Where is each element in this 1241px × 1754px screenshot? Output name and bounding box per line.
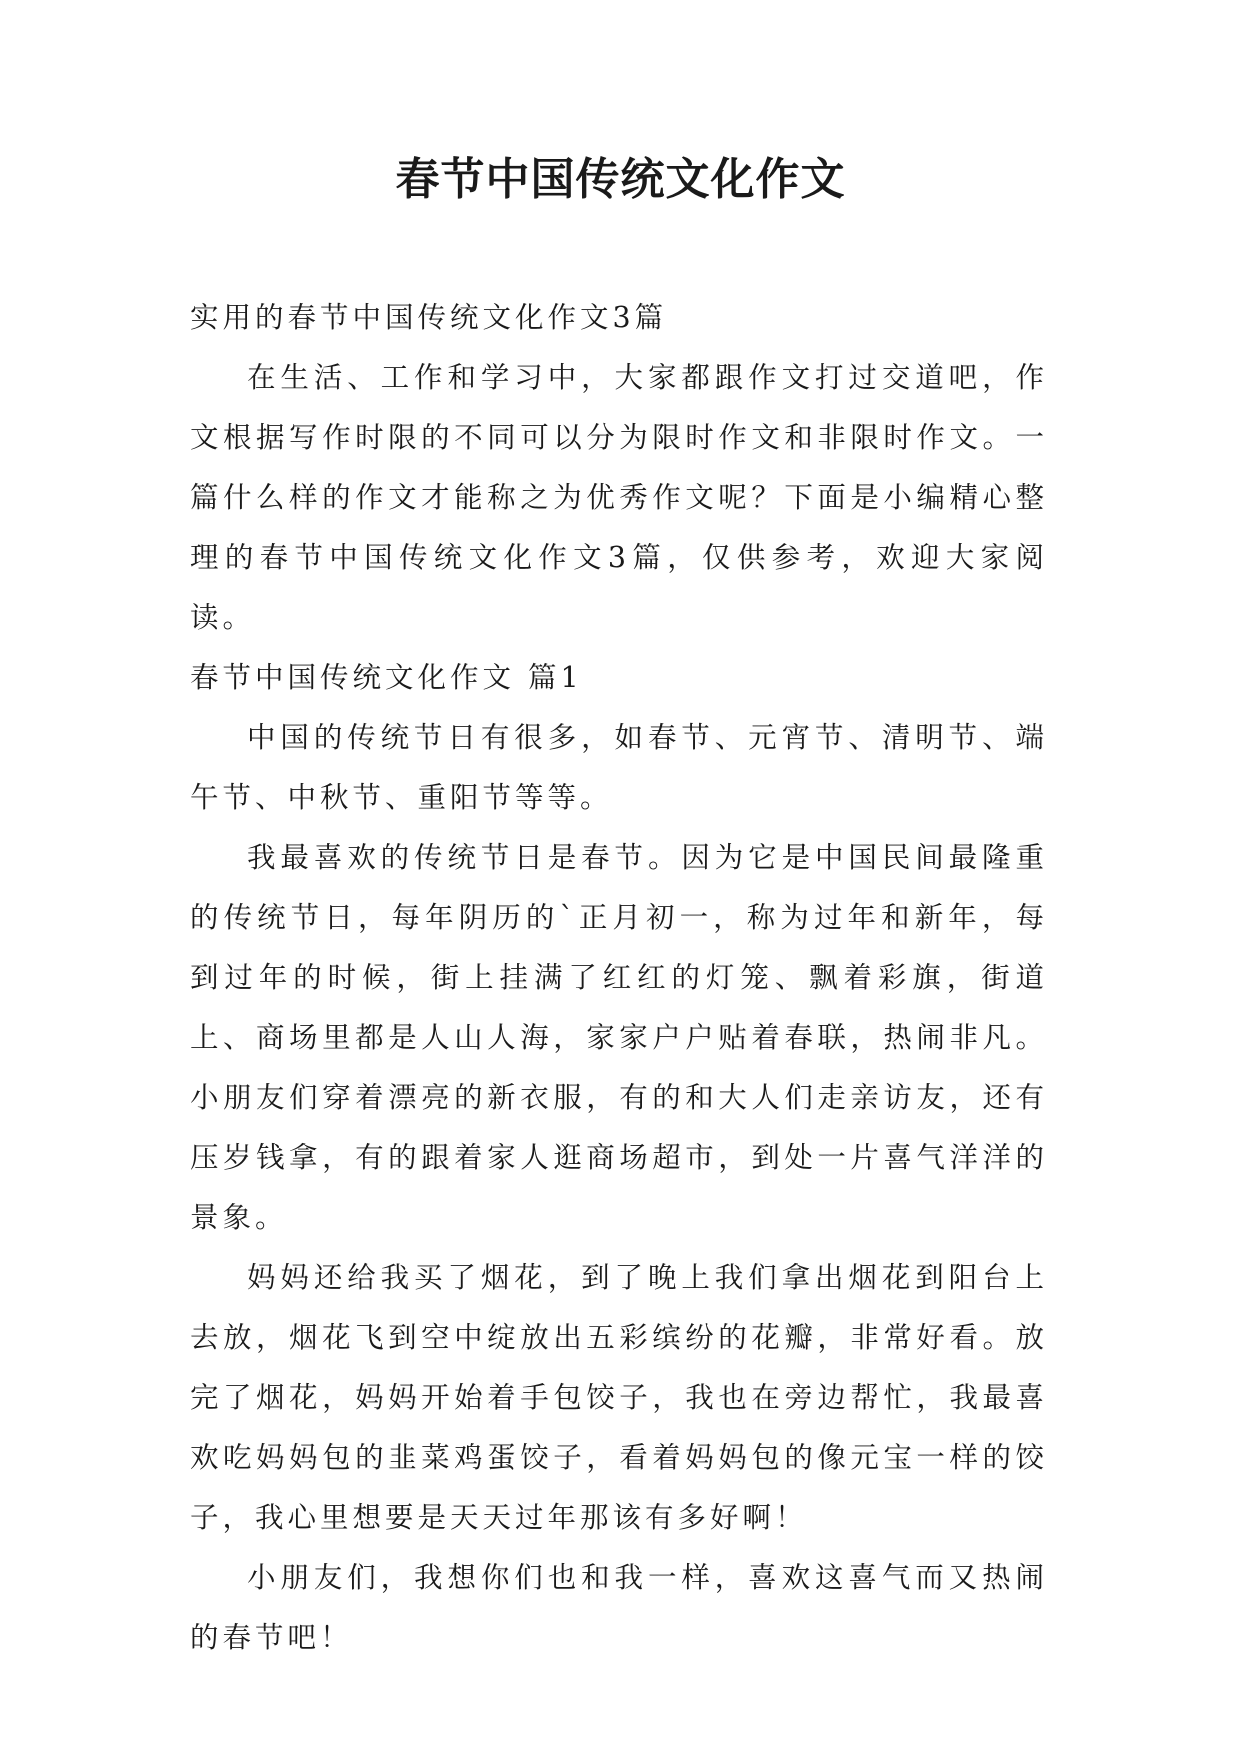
body-paragraph: 小朋友们，我想你们也和我一样，喜欢这喜气而又热闹的春节吧！ [190,1561,1048,1654]
section-heading: 春节中国传统文化作文 篇1 [190,661,583,694]
intro-paragraph: 在生活、工作和学习中，大家都跟作文打过交道吧，作文根据写作时限的不同可以分为限时作文和非限时作文。一篇什么样的作文才能称之为优秀作文呢？下面是小编精心整理的春节中国传统文化作文3篇，仅供参考，欢迎大家阅读。 [190,361,1048,634]
document-subtitle: 实用的春节中国传统文化作文3篇 [190,301,668,334]
document-title: 春节中国传统文化作文 [395,154,846,205]
body-paragraph: 妈妈还给我买了烟花，到了晚上我们拿出烟花到阳台上去放，烟花飞到空中绽放出五彩缤纷的花瓣，非常好看。放完了烟花，妈妈开始着手包饺子，我也在旁边帮忙，我最喜欢吃妈妈包的韭菜鸡蛋饺子，看着妈妈包的像元宝一样的饺子，我心里想要是天天过年那该有多好啊！ [190,1261,1048,1534]
body-paragraph: 我最喜欢的传统节日是春节。因为它是中国民间最隆重的传统节日，每年阴历的`正月初一，称为过年和新年，每到过年的时候，街上挂满了红红的灯笼、飘着彩旗，街道上、商场里都是人山人海，家家户户贴着春联，热闹非凡。小朋友们穿着漂亮的新衣服，有的和大人们走亲访友，还有压岁钱拿，有的跟着家人逛商场超市，到处一片喜气洋洋的景象。 [190,841,1048,1234]
body-paragraph: 中国的传统节日有很多，如春节、元宵节、清明节、端午节、中秋节、重阳节等等。 [190,721,1048,814]
document-body [190,288,1048,1668]
